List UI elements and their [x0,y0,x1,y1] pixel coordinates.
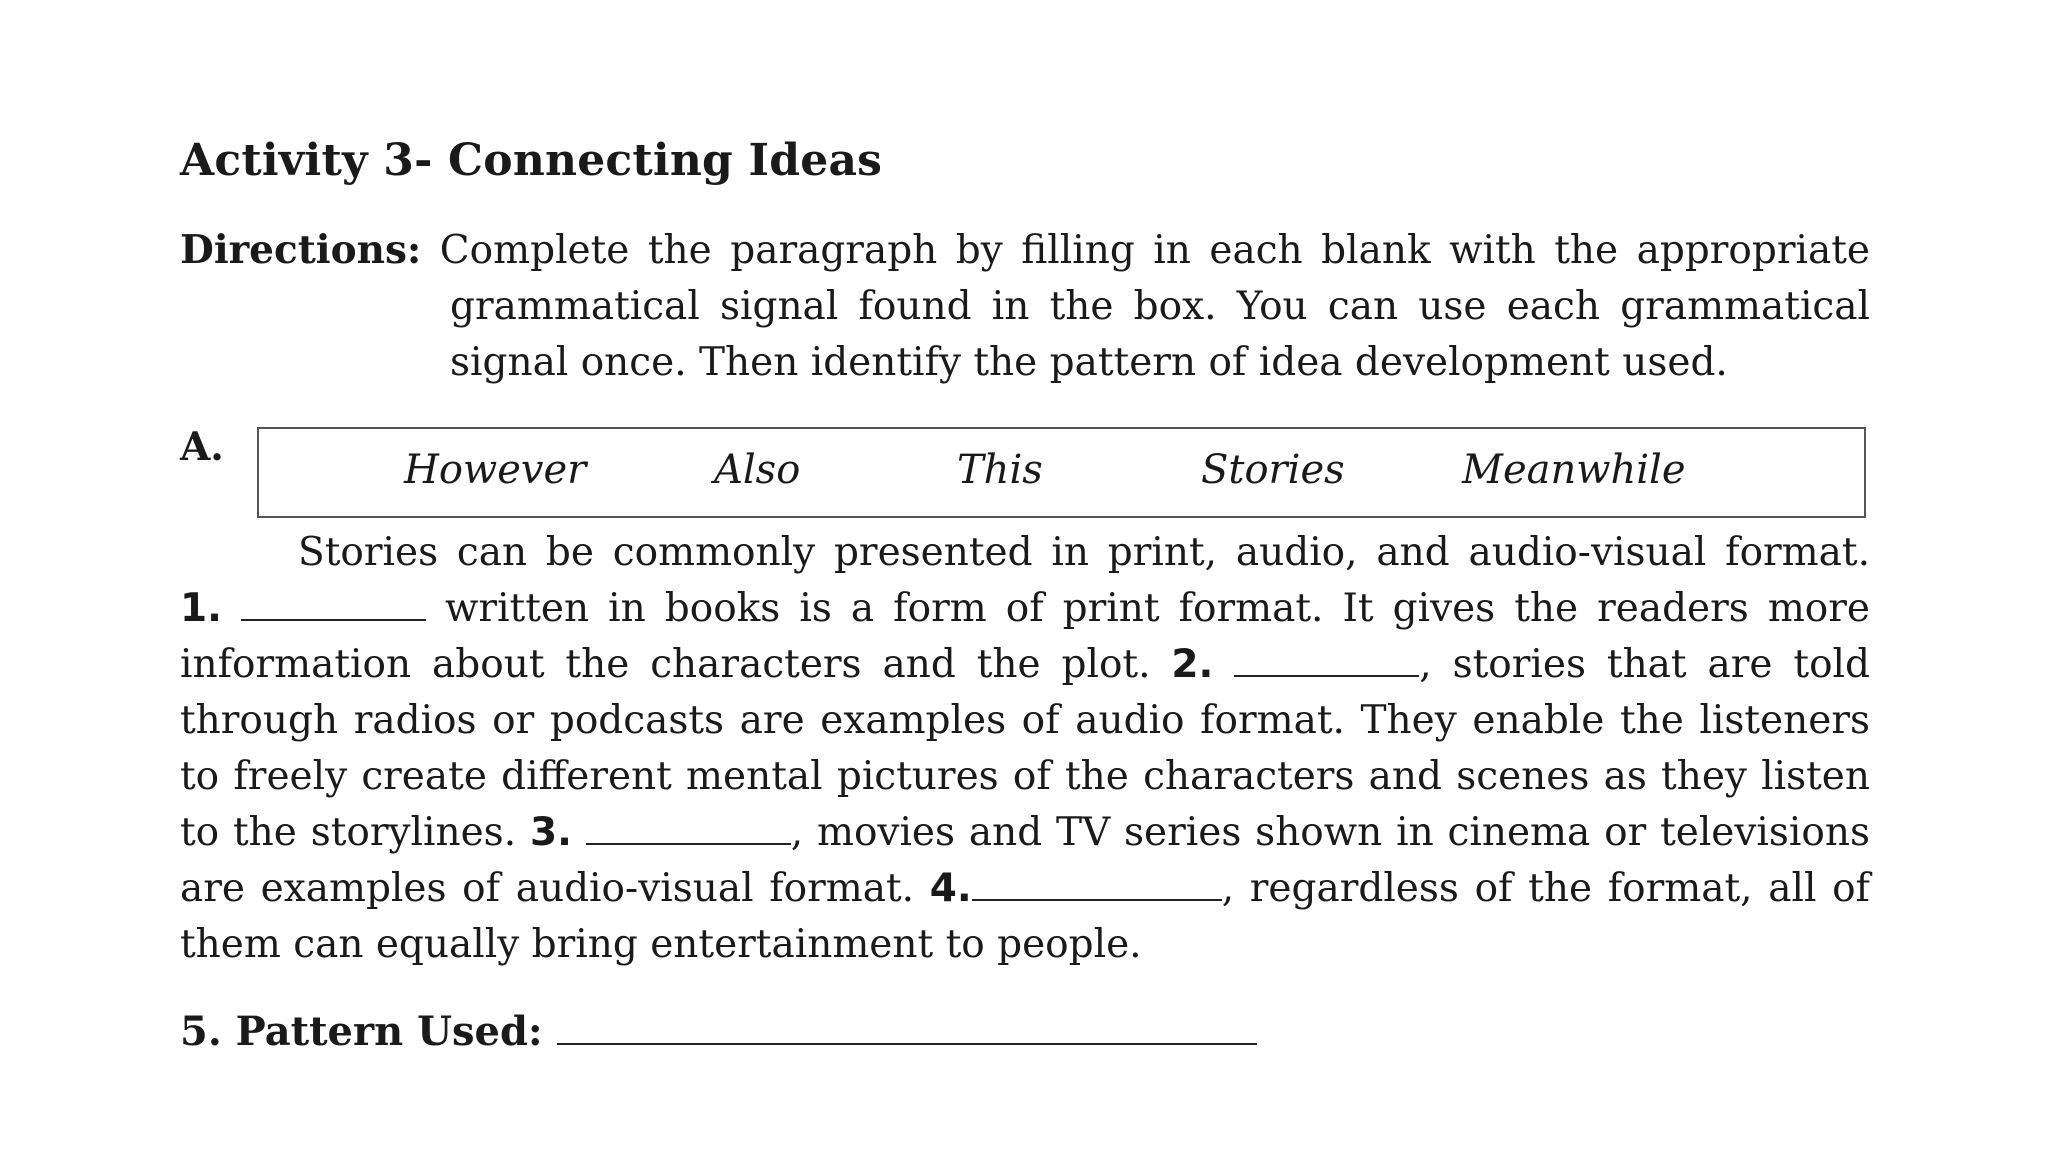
answer-blank-4[interactable] [972,869,1222,901]
signal-word: Meanwhile [1462,447,1686,493]
item-number: 3. [529,810,572,855]
directions-line-1 [180,222,1870,279]
paragraph-line: through radios or podcasts are examples of audio format. They enable the listeners [180,698,1870,743]
paragraph-line [180,637,1870,693]
paragraph-text: , stories that are told [1419,642,1870,687]
signal-word: However [404,447,587,493]
paragraph-line [180,581,1870,637]
signal-word: Stories [1201,447,1345,493]
item-number: 1. [180,586,222,631]
pattern-label: 5. Pattern Used: [180,1008,543,1055]
answer-blank-1[interactable] [241,589,426,621]
grammatical-signal-box [257,427,1866,518]
paragraph-text: , movies and TV series shown in cinema or televisions [790,810,1870,855]
answer-blank-2[interactable] [1234,645,1419,677]
paragraph-text: to the storylines. [180,810,517,855]
item-number: 4. [929,866,972,911]
paragraph-text: Stories can be commonly presented in print, audio, and audio-visual format. [298,530,1870,575]
paragraph-line [180,861,1870,917]
item-number: 2. [1171,642,1214,687]
directions-label: Directions: [180,227,422,273]
directions-text-2: grammatical signal found in the box. You can use each grammatical [450,284,1870,329]
directions-text-3: signal once. Then identify the pattern of idea development used. [450,340,1728,385]
pattern-question [180,1008,1257,1055]
section-label: A. [180,424,224,470]
directions-block [180,222,1870,391]
activity-title: Activity 3- Connecting Ideas [180,135,883,186]
paragraph-line: to freely create different mental pictures of the characters and scenes as they listen [180,754,1870,799]
paragraph-line [180,805,1870,861]
paragraph-line [180,525,1870,581]
signal-word: This [957,447,1043,493]
paragraph-text: , regardless of the format, all of [1221,866,1870,911]
directions-text-1: Complete the paragraph by filling in each blank with the appropriate [439,228,1870,273]
pattern-answer-blank[interactable] [557,1013,1257,1045]
paragraph-line: them can equally bring entertainment to people. [180,922,1142,967]
directions-continuation [450,279,1870,391]
paragraph-text: written in books is a form of print format. It gives the readers more [445,586,1870,631]
signal-word: Also [714,447,801,493]
paragraph-text: information about the characters and the plot. [180,642,1151,687]
answer-blank-3[interactable] [586,813,791,845]
paragraph-text: are examples of audio-visual format. [180,866,915,911]
story-paragraph [180,525,1870,973]
